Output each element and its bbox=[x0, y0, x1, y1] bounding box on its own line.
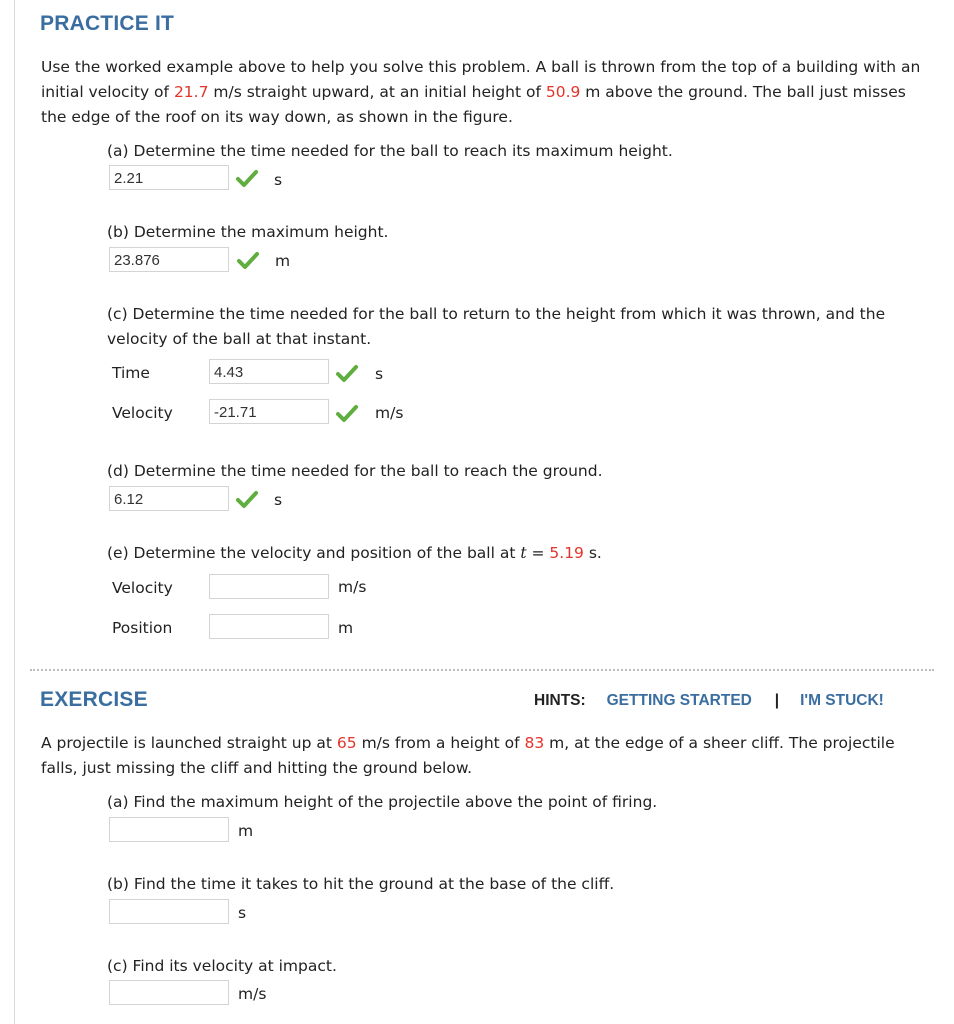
exercise-question-c: (c) Find its velocity at impact. bbox=[107, 957, 337, 975]
question-a: (a) Determine the time needed for the ball to reach its maximum height. bbox=[107, 142, 673, 160]
intro-text: m/s straight upward, at an initial height of bbox=[208, 83, 546, 101]
question-e-text: (e) Determine the velocity and position of the ball at bbox=[107, 544, 521, 562]
answer-e-velocity-input[interactable] bbox=[209, 574, 329, 599]
exercise-intro-text: A projectile is launched straight up at bbox=[41, 734, 337, 752]
exercise-answer-b-input[interactable] bbox=[109, 899, 229, 924]
check-icon bbox=[236, 250, 260, 270]
check-icon bbox=[335, 403, 359, 423]
practice-intro bbox=[41, 55, 921, 130]
exercise-unit-b: s bbox=[238, 904, 247, 922]
unit-a: s bbox=[274, 171, 283, 189]
unit-d: s bbox=[274, 491, 283, 509]
answer-a-input[interactable] bbox=[109, 165, 229, 190]
intro-text: m above the ground. The ball just misses the edge of the roof on its way down, as shown in the figure. bbox=[41, 83, 906, 126]
hints-label: HINTS: bbox=[534, 692, 586, 709]
check-icon bbox=[235, 168, 259, 188]
time-variable: t bbox=[520, 544, 527, 562]
initial-velocity-value: 21.7 bbox=[173, 83, 209, 101]
exercise-question-a: (a) Find the maximum height of the projectile above the point of firing. bbox=[107, 793, 658, 811]
answer-d-input[interactable] bbox=[109, 486, 229, 511]
exercise-question-b: (b) Find the time it takes to hit the ground at the base of the cliff. bbox=[107, 875, 615, 893]
exercise-title: EXERCISE bbox=[40, 688, 148, 711]
velocity-label: Velocity bbox=[112, 404, 173, 422]
velocity-label: Velocity bbox=[112, 579, 173, 597]
section-divider bbox=[30, 669, 934, 671]
left-border bbox=[14, 0, 15, 1024]
unit-e-position: m bbox=[338, 619, 354, 637]
question-e bbox=[107, 541, 602, 566]
answer-e-position-input[interactable] bbox=[209, 614, 329, 639]
intro-text: Use the worked example above to help you solve this problem. A ball is thrown from the top of a building with an initial velocity of bbox=[41, 58, 921, 101]
question-b: (b) Determine the maximum height. bbox=[107, 223, 389, 241]
exercise-intro-text: m/s from a height of bbox=[356, 734, 525, 752]
position-label: Position bbox=[112, 619, 173, 637]
exercise-intro bbox=[41, 731, 921, 781]
initial-height-value: 50.9 bbox=[545, 83, 581, 101]
hint-stuck-link[interactable]: I'M STUCK! bbox=[800, 692, 884, 709]
unit-e-velocity: m/s bbox=[338, 578, 367, 596]
answer-c-velocity-input[interactable] bbox=[209, 399, 329, 424]
answer-c-time-input[interactable] bbox=[209, 359, 329, 384]
exercise-unit-c: m/s bbox=[238, 985, 267, 1003]
exercise-answer-a-input[interactable] bbox=[109, 817, 229, 842]
unit-c-time: s bbox=[375, 365, 384, 383]
hint-getting-started-link[interactable]: GETTING STARTED bbox=[606, 692, 752, 709]
exercise-intro-text: m, at the edge of a sheer cliff. The projectile falls, just missing the cliff and hitting the ground below. bbox=[41, 734, 895, 777]
unit-c-velocity: m/s bbox=[375, 404, 404, 422]
answer-b-input[interactable] bbox=[109, 247, 229, 272]
equals-sign: = bbox=[526, 544, 550, 562]
hint-separator: | bbox=[774, 692, 780, 709]
question-c: (c) Determine the time needed for the ball to return to the height from which it was thrown, and the velocity of the ball at that instant. bbox=[107, 305, 886, 348]
hints-bar bbox=[534, 690, 884, 711]
practice-title: PRACTICE IT bbox=[40, 12, 175, 35]
check-icon bbox=[335, 363, 359, 383]
question-e-text: s. bbox=[583, 544, 602, 562]
launch-speed-value: 65 bbox=[336, 734, 357, 752]
cliff-height-value: 83 bbox=[524, 734, 545, 752]
unit-b: m bbox=[275, 252, 291, 270]
exercise-answer-c-input[interactable] bbox=[109, 980, 229, 1005]
exercise-unit-a: m bbox=[238, 822, 254, 840]
time-label: Time bbox=[112, 364, 150, 382]
check-icon bbox=[235, 489, 259, 509]
question-d: (d) Determine the time needed for the ball to reach the ground. bbox=[107, 462, 603, 480]
time-value: 5.19 bbox=[549, 544, 584, 562]
